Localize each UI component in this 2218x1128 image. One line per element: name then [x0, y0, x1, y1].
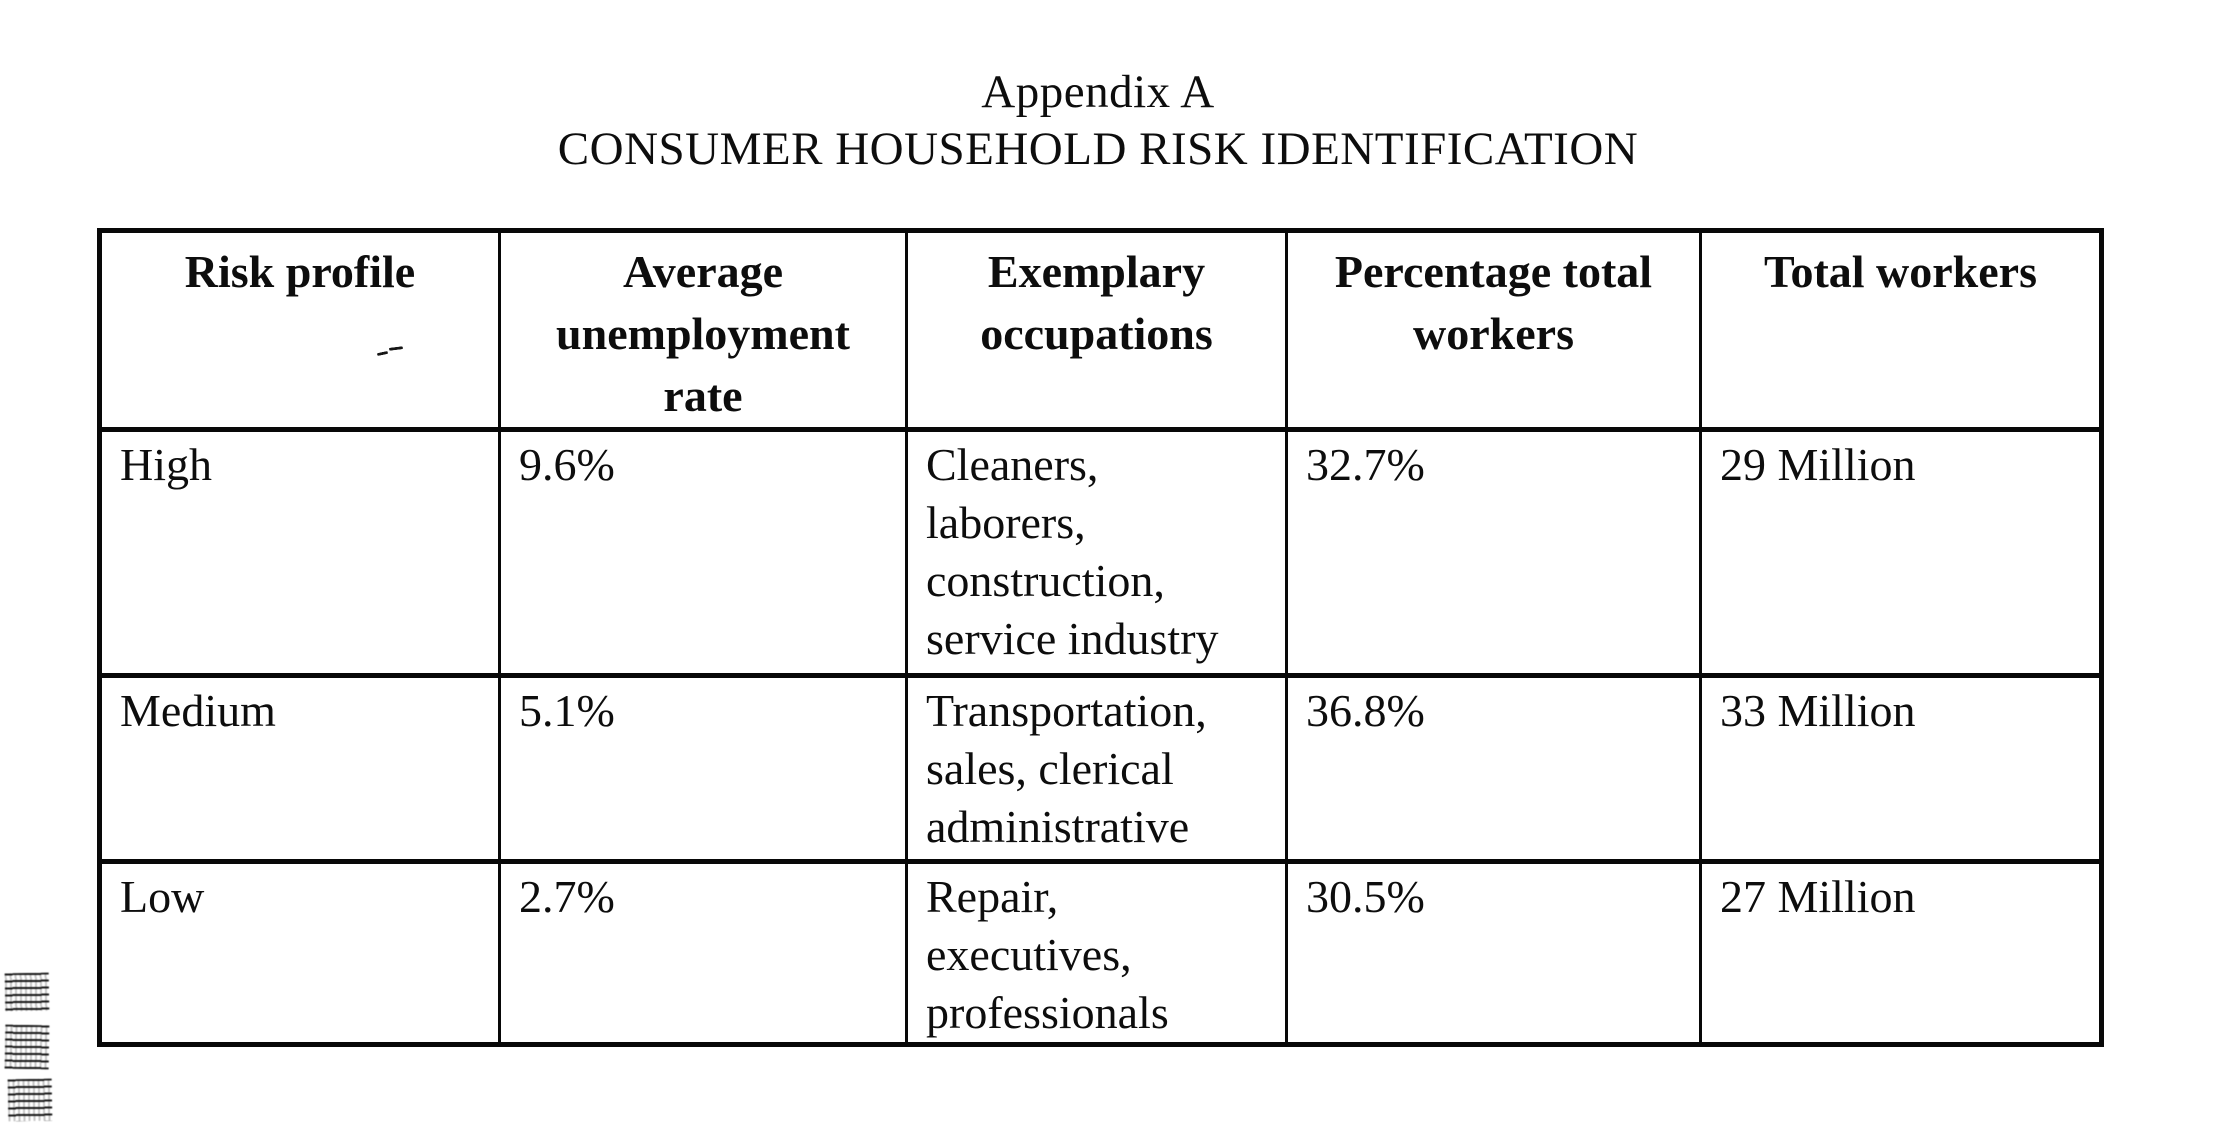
table-row-high [100, 430, 2102, 676]
risk-identification-table [97, 228, 2104, 1047]
cell-high-total-workers: 29 Million [1701, 430, 2102, 676]
appendix-label: Appendix A [981, 66, 1215, 118]
cell-medium-total-workers: 33 Million [1701, 676, 2102, 862]
document-title [97, 64, 2099, 178]
cell-medium-occupations: Transportation, sales, clerical administrative [907, 676, 1287, 862]
cell-high-unemployment: 9.6% [500, 430, 907, 676]
cell-medium-percentage: 36.8% [1287, 676, 1701, 862]
table-row-low [100, 862, 2102, 1045]
scan-artifact-block [5, 973, 50, 1012]
header-row [100, 231, 2102, 430]
header-cell-exemplary-occupations: Exemplary occupations [907, 231, 1287, 430]
scan-artifact-block [8, 1079, 53, 1122]
cell-medium-unemployment: 5.1% [500, 676, 907, 862]
cell-high-risk-profile: High [100, 430, 500, 676]
cell-low-total-workers: 27 Million [1701, 862, 2102, 1045]
cell-high-percentage: 32.7% [1287, 430, 1701, 676]
cell-low-risk-profile: Low [100, 862, 500, 1045]
header-cell-total-workers: Total workers [1701, 231, 2102, 430]
cell-high-occupations: Cleaners, laborers, construction, service industry [907, 430, 1287, 676]
cell-low-percentage: 30.5% [1287, 862, 1701, 1045]
cell-low-occupations: Repair, executives, professionals [907, 862, 1287, 1045]
header-cell-avg-unemployment-rate: Average unemployment rate [500, 231, 907, 430]
header-cell-percentage-total-workers: Percentage total workers [1287, 231, 1701, 430]
document-heading: CONSUMER HOUSEHOLD RISK IDENTIFICATION [557, 123, 1639, 175]
header-cell-risk-profile: Risk profile [100, 231, 500, 430]
scan-artifact-block [5, 1025, 50, 1070]
scan-artifacts [5, 973, 53, 1121]
table-row-medium [100, 676, 2102, 862]
cell-medium-risk-profile: Medium [100, 676, 500, 862]
cell-low-unemployment: 2.7% [500, 862, 907, 1045]
